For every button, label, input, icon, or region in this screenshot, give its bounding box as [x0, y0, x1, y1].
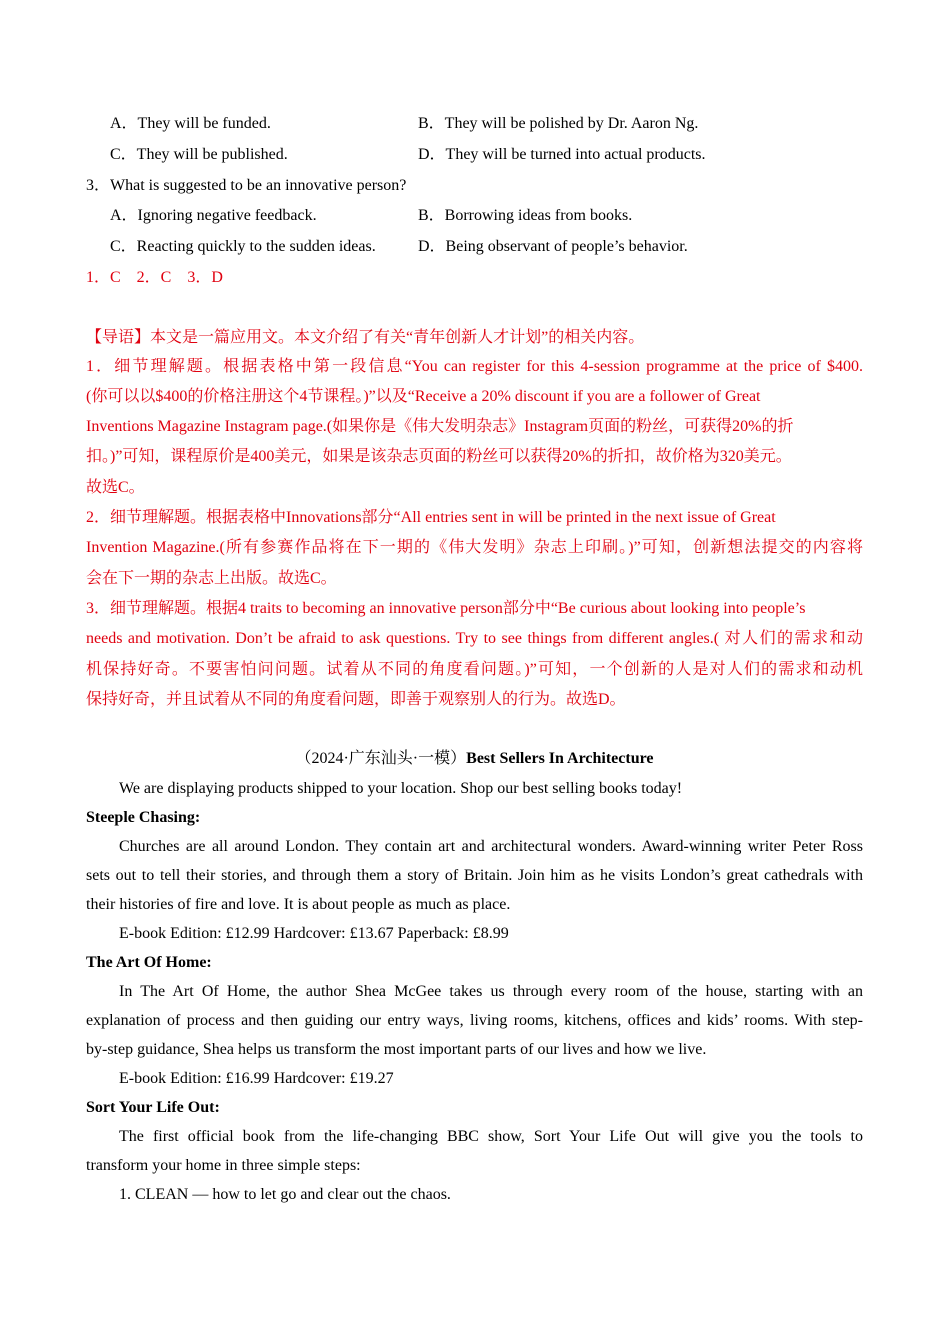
book1-title: Steeple Chasing: [86, 809, 201, 826]
explanation-1-line: 故选C。 [86, 479, 145, 496]
q3-option-b: B．Borrowing ideas from books. [418, 207, 633, 224]
explanation-2-line: Invention Magazine.(所有参赛作品将在下一期的《伟大发明》杂志上印刷。)”可知，创新想法提交的内容将 [86, 539, 863, 556]
explanation-intro: 【导语】本文是一篇应用文。本文介绍了有关“青年创新人才计划”的相关内容。 [86, 329, 645, 346]
answer-key: 1．C 2．C 3．D [86, 269, 223, 286]
book3-line: The first official book from the life-changing BBC show, Sort Your Life Out will give you the tools to [119, 1128, 863, 1145]
q2-option-b: B．They will be polished by Dr. Aaron Ng. [418, 115, 699, 132]
book1-line: Churches are all around London. They contain art and architectural wonders. Award-winning writer Peter Ross [119, 838, 863, 855]
book1-line: their histories of fire and love. It is about people as much as place. [86, 896, 511, 913]
passage-title: Best Sellers In Architecture [466, 750, 654, 767]
explanation-2-line: 会在下一期的杂志上出版。故选C。 [86, 570, 337, 587]
q3-option-d: D．Being observant of people’s behavior. [418, 238, 688, 255]
book1-line: sets out to tell their stories, and through them a story of Britain. Join him as he visits London’s great cathedrals with [86, 867, 863, 884]
explanation-3-line: 保持好奇，并且试着从不同的角度看问题，即善于观察别人的行为。故选D。 [86, 691, 626, 708]
explanation-3-line: needs and motivation. Don’t be afraid to ask questions. Try to see things from different angles.( 对人们的需求和动 [86, 630, 863, 647]
book3-step-1: 1. CLEAN — how to let go and clear out the chaos. [119, 1186, 451, 1203]
explanation-2-line: 2．细节理解题。根据表格中Innovations部分“All entries sent in will be printed in the next issue of Great [86, 509, 776, 526]
passage-heading [86, 749, 863, 769]
explanation-3-line: 3．细节理解题。根据4 traits to becoming an innovative person部分中“Be curious about looking into people’s [86, 600, 806, 617]
book2-title: The Art Of Home: [86, 954, 212, 971]
explanation-1-line: Inventions Magazine Instagram page.(如果你是《伟大发明杂志》Instagram页面的粉丝，可获得20%的折 [86, 418, 794, 435]
q2-option-d: D．They will be turned into actual products. [418, 146, 706, 163]
q2-option-c: C．They will be published. [110, 146, 288, 163]
book3-title: Sort Your Life Out: [86, 1099, 220, 1116]
book2-line: In The Art Of Home, the author Shea McGee takes us through every room of the house, starting with an [119, 983, 863, 1000]
q3-stem: 3．What is suggested to be an innovative person? [86, 177, 407, 194]
explanation-3-line: 机保持好奇。不要害怕问问题。试着从不同的角度看问题。)”可知，一个创新的人是对人们的需求和动机 [86, 661, 863, 678]
explanation-1-line: 1．细节理解题。根据表格中第一段信息“You can register for this 4-session programme at the price of $400. [86, 358, 863, 375]
book2-line: explanation of process and then guiding our entry ways, living rooms, kitchens, offices and kids’ rooms. With step- [86, 1012, 863, 1029]
book2-line: by-step guidance, Shea helps us transform the most important parts of our lives and how we live. [86, 1041, 707, 1058]
q2-option-a: A．They will be funded. [110, 115, 271, 132]
q3-option-a: A．Ignoring negative feedback. [110, 207, 317, 224]
book3-line: transform your home in three simple steps: [86, 1157, 361, 1174]
explanation-1-line: 扣。)”可知，课程原价是400美元，如果是该杂志页面的粉丝可以获得20%的折扣，故价格为320美元。 [86, 448, 792, 465]
book2-price: E-book Edition: £16.99 Hardcover: £19.27 [119, 1070, 394, 1087]
q3-option-c: C．Reacting quickly to the sudden ideas. [110, 238, 376, 255]
book1-price: E-book Edition: £12.99 Hardcover: £13.67 Paperback: £8.99 [119, 925, 509, 942]
passage-intro: We are displaying products shipped to your location. Shop our best selling books today! [119, 780, 683, 797]
passage-source: （2024·广东汕头·一模） [295, 750, 467, 767]
explanation-1-line: (你可以以$400的价格注册这个4节课程。)”以及“Receive a 20% discount if you are a follower of Great [86, 388, 761, 405]
